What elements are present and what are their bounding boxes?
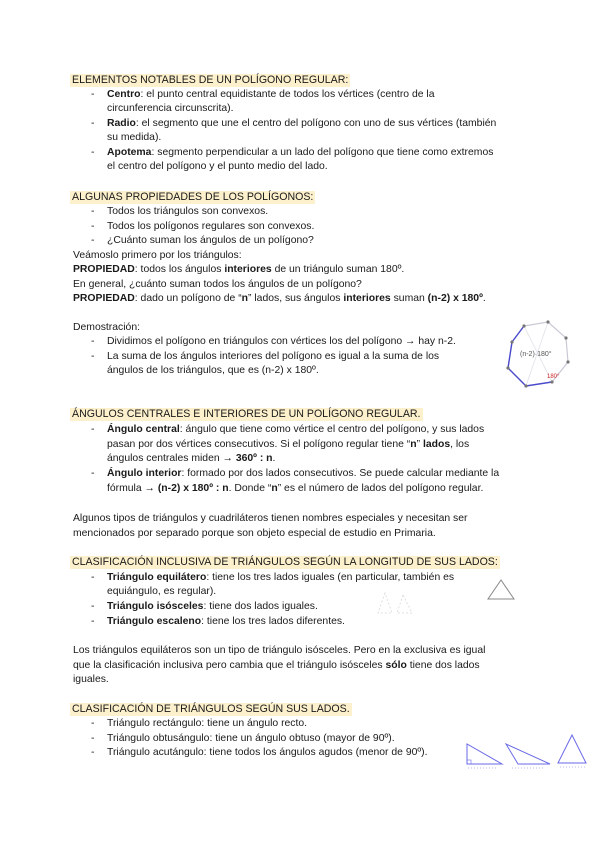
bullet-dash: - — [91, 89, 95, 100]
bullet-dash: - — [91, 235, 95, 246]
list-item-angulo-central-formula: ángulos centrales miden → 360º : n. — [107, 453, 276, 464]
paragraph-propiedad-poligono: PROPIEDAD: dado un polígono de “n” lados, sus ángulos interiores suman (n-2) x 180º. — [73, 293, 486, 304]
list-item-rectangulo: Triángulo rectángulo: tiene un ángulo recto. — [107, 718, 308, 729]
list-item-isosceles: Triángulo isósceles: tiene dos lados iguales. — [107, 601, 318, 612]
section-heading-notables: ELEMENTOS NOTABLES DE UN POLÍGONO REGULAR: — [72, 74, 349, 86]
acute-triangle-figure — [555, 733, 589, 770]
list-item-suma-angulos: La suma de los ángulos interiores del polígono es igual a la suma de los — [107, 351, 440, 362]
paragraph-equilateros-isosceles: Los triángulos equiláteros son un tipo de triángulo isósceles. Pero en la exclusiva es igual — [73, 645, 486, 656]
list-item-centro: Centro: el punto central equidistante de todos los vértices (centro de la — [107, 89, 435, 100]
list-item-equilatero-cont: equiángulo, es regular). — [107, 586, 217, 597]
list-item-triangulos-convexos: Todos los triángulos son convexos. — [107, 206, 269, 217]
bullet-dash: - — [91, 747, 95, 758]
paragraph-veamoslo: Veámoslo primero por los triángulos: — [73, 250, 242, 261]
bullet-dash: - — [91, 572, 95, 583]
list-item-radio: Radio: el segmento que une el centro del polígono con uno de sus vértices (también — [107, 118, 497, 129]
section-heading-segun-lados: CLASIFICACIÓN DE TRIÁNGULOS SEGÚN SUS LADOS. — [72, 703, 350, 715]
paragraph-iguales: iguales. — [73, 674, 109, 685]
list-item-angulo-interior: Ángulo interior: formado por dos lados consecutivos. Se puede calcular mediante la — [107, 468, 500, 479]
bullet-dash: - — [91, 424, 95, 435]
list-item-suma-angulos-cont: ángulos de los triángulos, que es (n-2) x 180º. — [107, 365, 319, 376]
bullet-dash: - — [91, 468, 95, 479]
section-heading-propiedades: ALGUNAS PROPIEDADES DE LOS POLÍGONOS: — [72, 191, 314, 203]
paragraph-tipos-triangulos: Algunos tipos de triángulos y cuadriláteros tienen nombres especiales y necesitan ser — [73, 513, 468, 524]
bullet-dash: - — [91, 718, 95, 729]
list-item-centro-cont: circunferencia circunscrita). — [107, 103, 234, 114]
polygon-triangulation-figure — [500, 316, 584, 398]
bullet-dash: - — [91, 336, 95, 347]
paragraph-propiedad-triangulo: PROPIEDAD: todos los ángulos interiores de un triángulo suman 180º. — [73, 264, 405, 275]
bullet-dash: - — [91, 147, 95, 158]
bullet-dash: - — [91, 221, 95, 232]
list-item-cuanto-suman: ¿Cuánto suman los ángulos de un polígono? — [107, 235, 314, 246]
bullet-dash: - — [91, 616, 95, 627]
list-item-dividimos: Dividimos el polígono en triángulos con vértices los del polígono → hay n-2. — [107, 336, 456, 347]
figure-label-sum: (n-2)·180° — [520, 351, 552, 358]
paragraph-tipos-triangulos-cont: mencionados por separado porque son objeto especial de estudio en Primaria. — [73, 528, 436, 539]
list-item-escaleno: Triángulo escaleno: tiene los tres lados diferentes. — [107, 616, 345, 627]
obtuse-triangle-figure — [504, 740, 552, 770]
list-item-acutangulo: Triángulo acutángulo: tiene todos los ángulos agudos (menor de 90º). — [107, 747, 428, 758]
list-item-apotema: Apotema: segmento perpendicular a un lado del polígono que tiene como extremos — [107, 147, 494, 158]
list-item-angulo-central-cont: pasan por dos vértices consecutivos. Si el polígono regular tiene “n” lados, los — [107, 439, 470, 450]
equilateral-triangle-figure — [486, 578, 516, 602]
list-item-equilatero: Triángulo equilátero: tiene los tres lados iguales (en particular, también es — [107, 572, 455, 583]
right-triangle-figure — [464, 740, 504, 770]
bullet-dash: - — [91, 733, 95, 744]
paragraph-clasificacion-exclusiva: que la clasificación inclusiva pero cambia que el triángulo isósceles sólo tiene dos lados — [73, 660, 480, 671]
list-item-obtusangulo: Triángulo obtusángulo: tiene un ángulo obtuso (mayor de 90º). — [107, 733, 395, 744]
list-item-regulares-convexos: Todos los polígonos regulares son convexos. — [107, 221, 315, 232]
faint-triangles-figure — [375, 591, 415, 617]
list-item-angulo-interior-formula: fórmula → (n-2) x 180º : n. Donde “n” es el número de lados del polígono regular. — [107, 483, 484, 494]
list-item-apotema-cont: el centro del polígono y el punto medio del lado. — [107, 161, 328, 172]
section-heading-angulos: ÁNGULOS CENTRALES E INTERIORES DE UN POLÍGONO REGULAR. — [72, 408, 421, 420]
paragraph-demostracion: Demostración: — [73, 322, 140, 333]
list-item-angulo-central: Ángulo central: ángulo que tiene como vértice el centro del polígono, y sus lados — [107, 424, 485, 435]
paragraph-en-general: En general, ¿cuánto suman todos los ángulos de un polígono? — [73, 279, 362, 290]
section-heading-inclusiva: CLASIFICACIÓN INCLUSIVA DE TRIÁNGULOS SEGÚN LA LONGITUD DE SUS LADOS: — [72, 556, 498, 568]
bullet-dash: - — [91, 118, 95, 129]
bullet-dash: - — [91, 351, 95, 362]
bullet-dash: - — [91, 601, 95, 612]
bullet-dash: - — [91, 206, 95, 217]
figure-label-180: 180° — [547, 374, 560, 380]
list-item-radio-cont: su medida). — [107, 132, 162, 143]
